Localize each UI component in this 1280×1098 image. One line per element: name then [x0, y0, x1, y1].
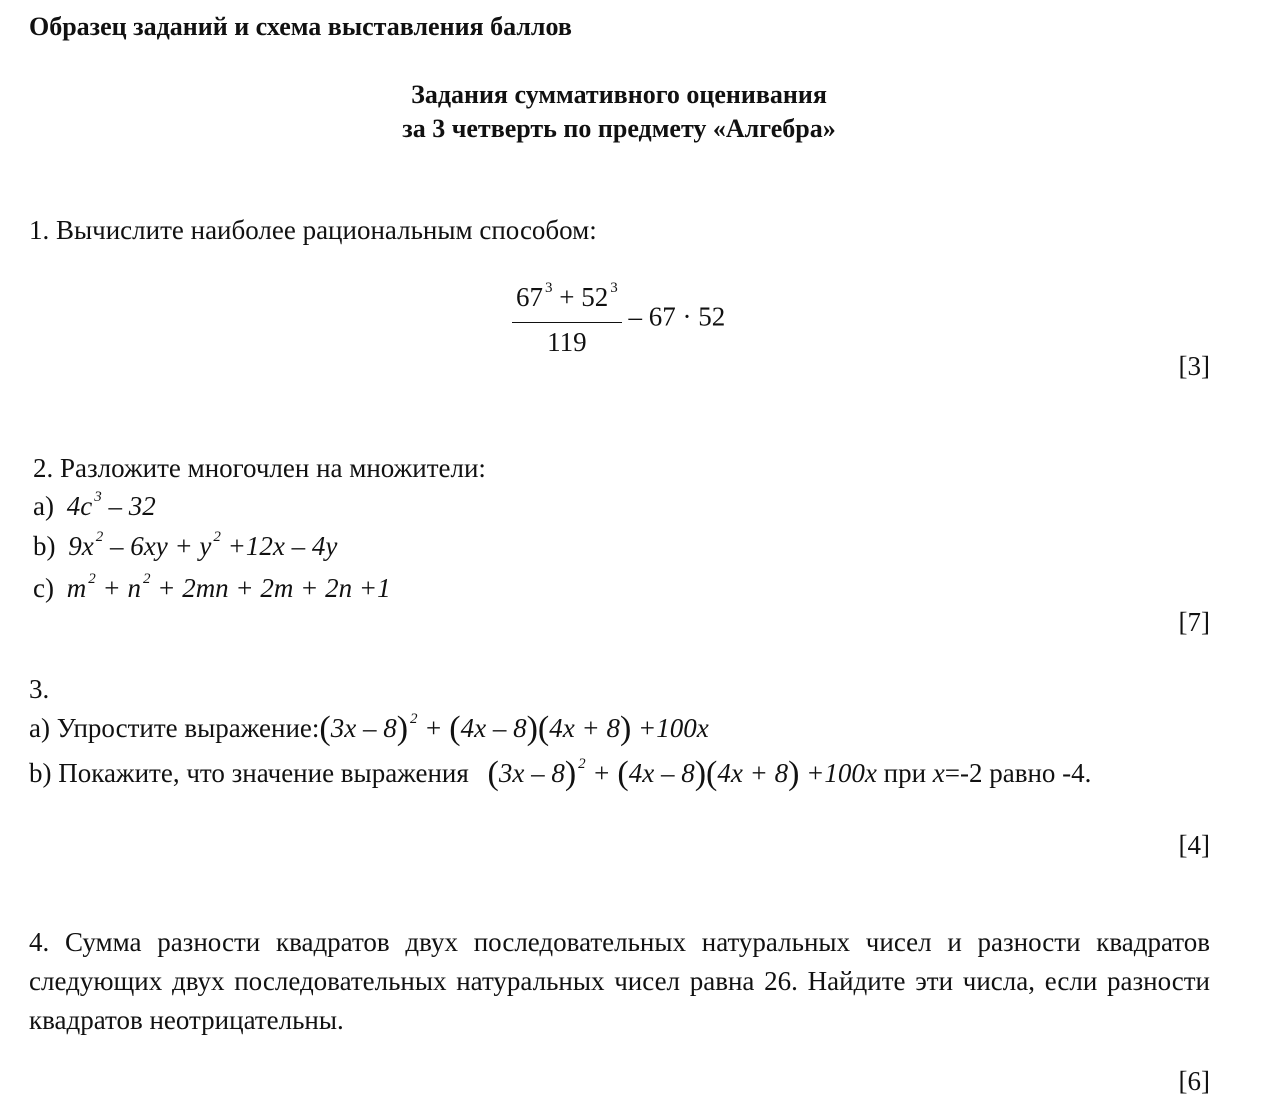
task3-a-expression: (3x – 8) $^2$ + (4x – 8)(4x + 8) +100x	[319, 710, 709, 747]
task1-tail: – 67 · 52	[628, 301, 726, 332]
task2-b-label: b)	[33, 531, 56, 561]
assessment-title: Задания суммативного оценивания	[411, 80, 827, 109]
task1-expression	[512, 280, 725, 359]
task2-a-expression: 4c $^3$ – 32	[66, 489, 156, 521]
task3-a-prompt: a) Упростите выражение:	[29, 713, 320, 743]
task3-number: 3.	[29, 674, 50, 704]
task3-score: [4]	[1178, 830, 1210, 860]
task2-prompt: 2. Разложите многочлен на множители:	[33, 453, 486, 483]
task3-b-suffix-pre: при	[876, 758, 933, 788]
task1-prompt: 1. Вычислите наиболее рациональным способом:	[29, 215, 597, 245]
task2-score: [7]	[1178, 607, 1210, 637]
task4-text: 4. Сумма разности квадратов двух последовательных натуральных чисел и разности квадратов следующих двух последовательных натуральных чисел равна 26. Найдите эти числа, если разности квадратов неотрицательны.	[29, 927, 1210, 1035]
document-title: Образец заданий и схема выставления баллов	[29, 12, 572, 41]
task1-numerator: 67 $^3$ + 52 $^3$	[512, 280, 622, 323]
task3-item-b	[29, 755, 1091, 795]
task3-b-variable: x	[932, 758, 945, 788]
task2-item-c	[33, 571, 391, 610]
task2-b-expression: 9x $^2$ – 6xy + y $^2$ +12x – 4y	[68, 529, 338, 561]
task3-b-suffix-post: =-2 равно -4.	[944, 758, 1092, 788]
task2-item-b	[33, 529, 337, 568]
task4-score: [6]	[1178, 1066, 1210, 1096]
task2-a-label: a)	[33, 491, 54, 521]
task2-c-label: c)	[33, 573, 54, 603]
task2-item-a	[33, 489, 156, 528]
task3-b-expression: (3x – 8) $^2$ + (4x – 8)(4x + 8) +100x	[487, 755, 877, 792]
task1-denominator: 119	[547, 327, 587, 357]
task1-score: [3]	[1178, 351, 1210, 381]
task2-c-expression: m $^2$ + n $^2$ + 2mn + 2m + 2n +1	[66, 571, 391, 603]
task3-item-a	[29, 710, 709, 750]
task1-fraction	[512, 280, 622, 359]
task3-b-prompt: b) Покажите, что значение выражения	[29, 758, 469, 788]
assessment-subtitle: за 3 четверть по предмету «Алгебра»	[402, 114, 836, 143]
